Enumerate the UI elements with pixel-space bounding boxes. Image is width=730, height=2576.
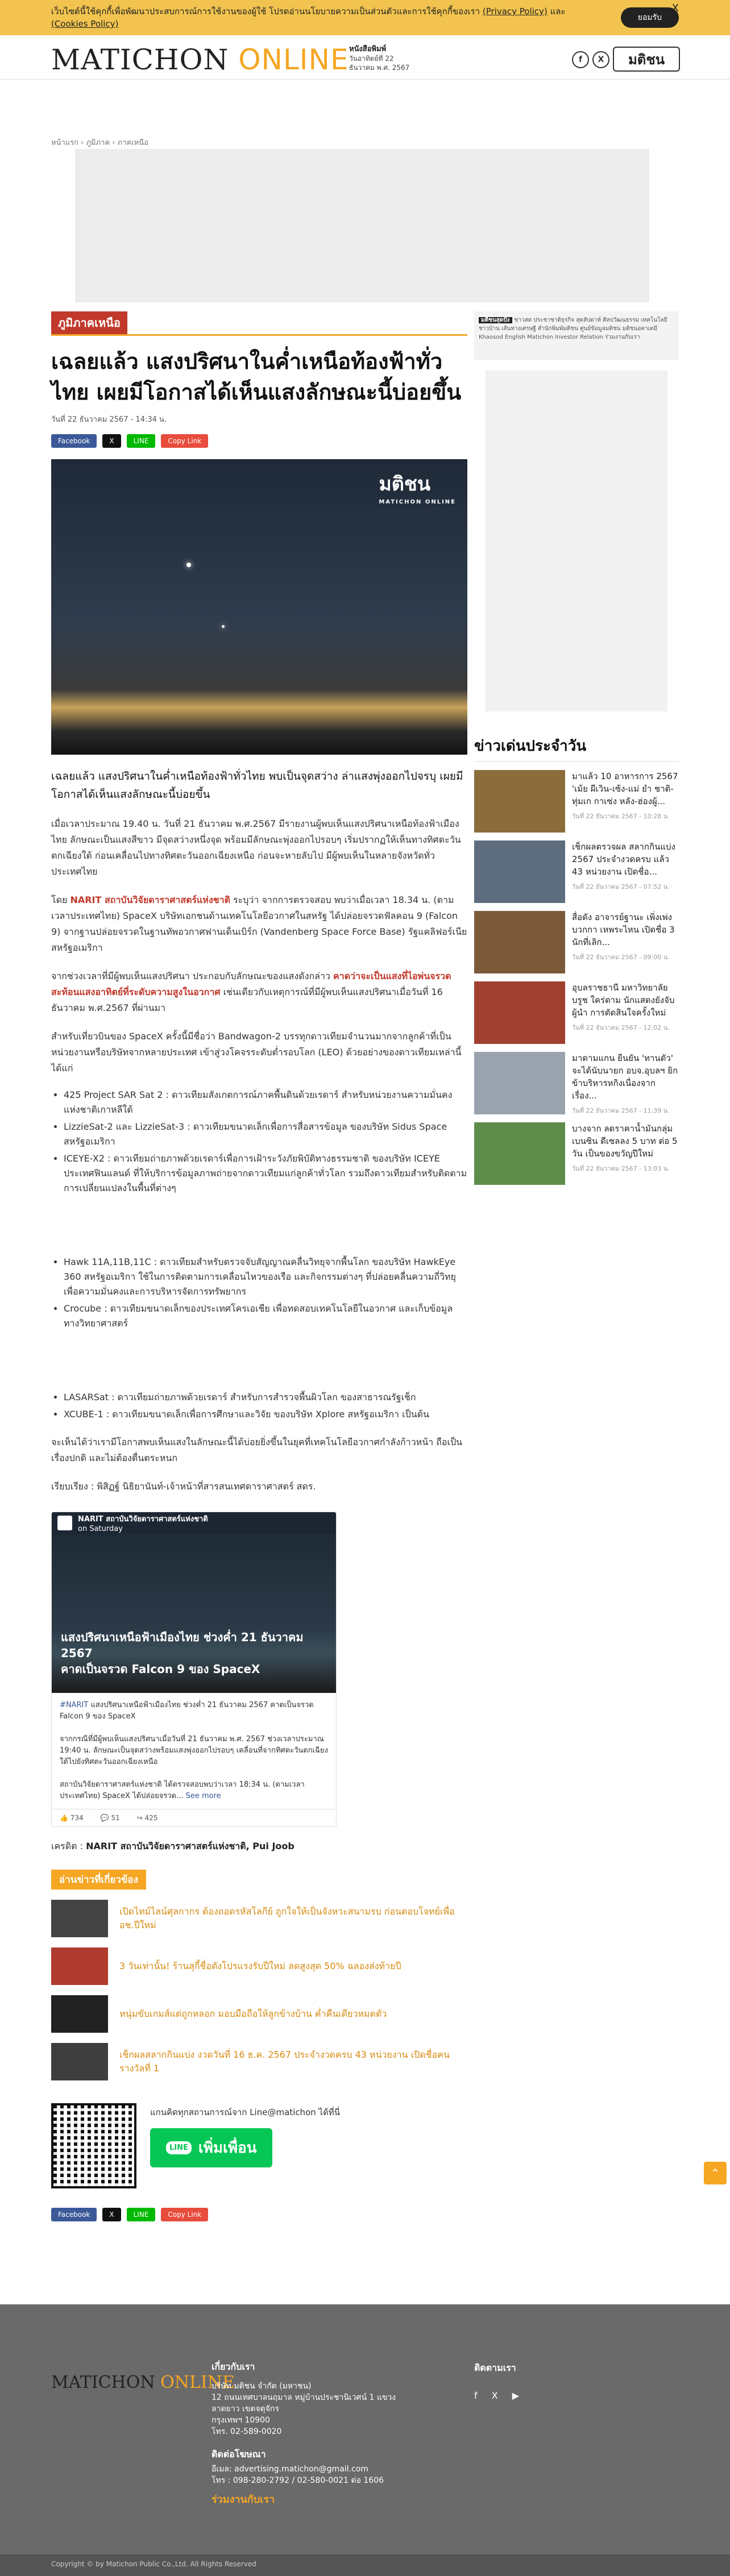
footer-address-2: กรุงเทพฯ 10900 [211,2416,270,2425]
paragraph-3 [51,968,467,1016]
news-thumbnail[interactable] [474,911,565,973]
footer-company: บริษัท มติชน จำกัด (มหาชน) [211,2382,312,2391]
share-bar [51,434,467,448]
fb-likes-count: 734 [70,1814,84,1822]
p2-text-b: ระบุว่า จากการตรวจสอบ พบว่าเมื่อเวลา 18.34 น. (ตามเวลาประเทศไทย) SpaceX บริษัทเอกชนด้านเทคโนโลยีอวกาศในสหรัฐ ได้ปล่อยจรวดฟัลคอน 9 (Falcon 9) จากฐานปล่อยจรวดในฐานทัพอวกาศฟานเด็นเบิร์ก (Vandenberg Space Force Base) รัฐแคลิฟอร์เนีย สหรัฐอเมริกา [51,894,467,953]
p3-text-b: เช่นเดียวกับเหตุการณ์ที่มีผู้พบเห็นแสงปริศนาเมื่อวันที่ 16 ธันวาคม พ.ศ.2567 ที่ผ่านมา [51,987,443,1013]
footer-about [211,2361,399,2506]
p3-text-a: จากช่วงเวลาที่มีผู้พบเห็นแสงปริศนา ประกอบกับลักษณะของแสงดังกล่าว [51,971,333,981]
credit-line [51,1840,467,1854]
news-time: วันที่ 22 ธันวาคม 2567 - 12:02 น. [572,1024,670,1031]
article-title: เฉลยแล้ว แสงปริศนาในค่ำเหนือท้องฟ้าทั่วไทย เผยมีโอกาสได้เห็นแสงลักษณะนี้บ่อยขึ้น [51,348,462,405]
breadcrumb[interactable]: หน้าแรก › ภูมิภาค › ภาคเหนือ [51,139,148,147]
news-title[interactable]: มาดามแกน ยืนยัน 'ทานตัว' จะได้นับนายก อบจ.อุบลฯ ยิกข้าบริหารหกิงเนื่องจากเรื่อง... [572,1053,678,1101]
fb-post-time: on Saturday [78,1525,123,1533]
fb-body-3: สถาบันวิจัยดาราศาสตร์แห่งชาติ ได้ตรวจสอบพบว่าเวลา 18:34 น. (ตามเวลาประเทศไทย) SpaceX ได้ปล่อยจรวด... [60,1780,305,1800]
sidebar-news-item[interactable] [474,1052,679,1114]
paragraph-1: เมื่อเวลาประมาณ 19.40 น. วันที่ 21 ธันวาคม พ.ศ.2567 มีรายงานผู้พบเห็นแสงปริศนาเหนือท้องฟ้าเมืองไทย ลักษณะเป็นแสงสีขาว มีจุดสว่างหนึ่งจุด พร้อมมีลักษณะพุ่งออกไปรอบๆ เริ่มปรากฏให้เห็นทางทิศตะวันตกเฉียงใต้ ก่อนเคลื่อนไปทางทิศตะวันออกเฉียงเหนือ ก่อนจะหายลับไป มีผู้พบเห็นในหลายจังหวัดทั่วประเทศไทย [51,818,461,877]
sidebar-ad-placeholder [486,371,667,711]
top-ad-placeholder [75,149,649,302]
fb-embed-stats [52,1809,336,1826]
fb-embed-header [52,1512,336,1534]
related-item[interactable] [51,2043,467,2080]
cookie-message: เว็บไซต์นี้ใช้คุกกี้เพื่อพัฒนาประสบการณ์การใช้งานของผู้ใช้ โปรดอ่านนโยบายความเป็นส่วนตัวและการใช้คุกกี้ของเรา [51,6,480,16]
date-title: หนังสือพิมพ์ [349,45,387,53]
line-follow-text: แกนคิดทุกสถานการณ์จาก Line@matichon ได้ที่นี่ [150,2107,340,2117]
spacer [51,1333,467,1379]
footer-email[interactable]: อีเมล: advertising.matichon@gmail.com [211,2465,368,2474]
date-line-1: วันอาทิตย์ที่ 22 [349,55,394,63]
highlight-link[interactable]: คาดว่าจะเป็นแสงที่ไอพ่นจรวดสะท้อนแสงอาทิตย์ที่ระดับความสูงในอวกาศ [51,971,451,997]
paragraph-2 [51,892,467,956]
social-icons[interactable]: f X ▶ [474,2390,525,2401]
line-button-label: เพิ่มเพื่อน [198,2140,257,2157]
credit-label: เครดิต : [51,1841,86,1851]
category-underline [51,334,467,336]
share-facebook-button[interactable]: Facebook [51,434,97,448]
related-thumbnail[interactable] [51,2043,108,2080]
footer-logo[interactable] [51,2373,235,2392]
fb-shares-count: 425 [144,1814,158,1822]
satellite-list-1 [51,1088,467,1196]
facebook-icon[interactable]: f [572,51,589,68]
related-title[interactable]: หนุ่มขับเกมส์แต่ถูกหลอก มอบมือถือให้ลูกข้างบ้าน ค่ำคืนเดียวหมดตัว [119,2008,387,2019]
line-add-friend-button[interactable] [150,2128,272,2167]
fb-embed-image[interactable] [52,1534,336,1693]
fb-comments-count: 51 [111,1814,120,1822]
hero-image [51,459,467,755]
fb-comments[interactable]: 💬 51 [100,1814,120,1822]
sidebar-news-item[interactable] [474,770,679,833]
article-lead: เฉลยแล้ว แสงปริศนาในค่ำเหนือท้องฟ้าทั่วไทย พบเป็นจุดสว่าง ล่าแสงพุ่งออกไปจรบุ เผยมีโอกาสได้เห็นแสงลักษณะนี้บ่อยขึ้น [51,770,463,801]
fb-embed-body [52,1693,336,1809]
back-to-top-button[interactable] [704,2162,727,2184]
footer-ad-heading: ติดต่อโฆษณา [211,2449,266,2460]
satellite-list-2 [51,1255,467,1331]
sky-light-dot [222,625,225,628]
news-time: วันที่ 22 ธันวาคม 2567 - 13:03 น. [572,1165,670,1172]
header-date [349,44,409,72]
sidebar [474,311,679,1185]
related-news-heading: อ่านข่าวที่เกี่ยวข้อง [51,1870,146,1890]
list-item: • Crocube : ดาวเทียมขนาดเล็กของประเทศโครเอเชีย เพื่อทดสอบเทคโนโลยีในอวกาศ และเก็บข้อมูลทางวิทยาศาสตร์ [64,1301,467,1331]
sidebar-heading: ข่าวเด่นประจำวัน [474,734,679,762]
narit-link[interactable]: NARIT สถาบันวิจัยดาราศาสตร์แห่งชาติ [70,894,230,905]
share-line-button[interactable]: LINE [127,2208,156,2221]
footer-follow-heading: ติดตามเรา [474,2362,516,2373]
fb-shares[interactable]: ↪ 425 [136,1814,158,1822]
copyright-bar: Copyright © by Matichon Public Co.,Ltd. All Rights Reserved [0,2554,730,2576]
chevron-up-icon: ⌃ [710,2166,720,2180]
logo-text-online: ONLINE [238,43,349,76]
sidebar-news-item[interactable] [474,840,679,903]
sidebar-news-item[interactable] [474,981,679,1044]
copy-link-button[interactable]: Copy Link [161,2208,208,2221]
share-x-button[interactable]: X [102,434,121,448]
fb-see-more-link[interactable]: See more [185,1792,221,1800]
share-bar-bottom [51,2208,467,2221]
fb-hashtag[interactable]: #NARIT [60,1701,89,1709]
paragraph-6: เรียบเรียง : พิสิฏฐ์ นิธิยานันท์-เจ้าหน้าที่สารสนเทศดาราศาสตร์ สดร. [51,1481,316,1492]
credit-value: NARIT สถาบันวิจัยดาราศาสตร์แห่งชาติ, Pui Joob [86,1841,295,1851]
news-text [572,840,679,903]
news-text [572,1052,679,1114]
footer-logo-online: ONLINE [160,2373,235,2392]
cookie-accept-button[interactable]: ยอมรับ [621,7,679,28]
news-thumbnail[interactable] [474,1052,565,1114]
facebook-embed[interactable] [51,1512,337,1827]
news-title[interactable]: บางจาก ลดราคาน้ำมันกลุ่มเบนซิน ดีเซลลง 5 บาท ต่อ 5 วัน เป็นของขวัญปีใหม่ [572,1123,678,1159]
article-date: วันที่ 22 ธันวาคม 2567 - 14:34 น. [51,415,167,424]
p2-text-a: โดย [51,894,70,905]
list-item: • ICEYE-X2 : ดาวเทียมถ่ายภาพด้วยเรดาร์เพื่อการเฝ้าระวังภัยพิบัติทางธรรมชาติ ของบริษัท ICEYE ประเทศฟินแลนด์ ที่ให้บริการข้อมูลภาพถ่ายจากดาวเทียมแก่ลูกค้าทั่วโลก รวมถึงดาวเทียมสำหรับติดตามการเปลี่ยนแปลงในพื้นที่ต่างๆ [64,1151,467,1196]
footer-join-link[interactable]: ร่วมงานกับเรา [211,2494,275,2506]
share-x-button[interactable]: X [102,2208,121,2221]
footer-phone: โทร. 02-589-0020 [211,2427,282,2436]
fb-overlay-line-1: แสงปริศนาเหนือฟ้าเมืองไทย ช่วงค่ำ 21 ธันวาคม 2567 [61,1630,304,1660]
footer-about-heading: เกี่ยวกับเรา [211,2361,255,2372]
satellite-list-3 [51,1390,467,1422]
share-line-button[interactable]: LINE [127,434,156,448]
related-title[interactable]: 3 วันเท่านั้น! ร้านสุกี้ชื่อดังโปรแรงรับปีใหม่ ลดสูงสุด 50% ฉลองส่งท้ายปี [119,1961,401,1971]
hero-watermark [379,468,456,505]
avatar [57,1516,72,1530]
news-text [572,981,679,1044]
footer-ad-phone: โทร : 098-280-2792 / 02-580-0021 ต่อ 1606 [211,2476,384,2485]
footer-follow [474,2361,525,2401]
site-logo[interactable] [51,43,349,76]
promo-links[interactable]: ข่าวสด ประชาชาติธุรกิจ สุดสัปดาห์ ศิลปวัฒนธรรม เทคโนโลยีชาวบ้าน เส้นทางเศรษฐี สำนักพิมพ์มติชน ศูนย์ข้อมูลมติชน มติชนอคาเดมี Khaosod English Matichon Investor Relation ร่วมงานกับเรา [479,317,667,340]
fb-overlay-line-2: คาดเป็นจรวด Falcon 9 ของ SpaceX [61,1662,260,1676]
news-text [572,1122,679,1185]
fb-page-info [78,1513,208,1533]
list-item: • LizzieSat-2 และ LizzieSat-3 : ดาวเทียมขนาดเล็กเพื่อการสื่อสารข้อมูล ของบริษัท Sidus Space สหรัฐอเมริกา [64,1120,467,1149]
news-time: วันที่ 22 ธันวาคม 2567 - 09:00 น. [572,954,670,961]
sidebar-promo [474,311,679,360]
list-item: • 425 Project SAR Sat 2 : ดาวเทียมสังเกตการณ์ภาคพื้นดินด้วยเรดาร์ สำหรับหน่วยงานความมั่นคงแห่งชาติเกาหลีใต้ [64,1088,467,1117]
date-line-2: ธันวาคม พ.ศ. 2567 [349,64,410,72]
news-title[interactable]: สื่อดัง อาจารย์ฐานะ เพิ่งเพ่ง บวกกา เหพระไหน เปิดชื่อ 3 นักที่เลิก... [572,912,675,947]
news-time: วันที่ 22 ธันวาคม 2567 - 11:39 น. [572,1107,670,1114]
fb-likes[interactable]: 👍 734 [60,1814,84,1822]
list-item: • Hawk 11A,11B,11C : ดาวเทียมสำหรับตรวจจับสัญญาณคลื่นวิทยุจากพื้นโลก ของบริษัท HawkEye 360 สหรัฐอเมริกา ใช้ในการติดตามการเคลื่อนไหวของเรือ และกิจกรรมต่างๆ ที่ปล่อยคลื่นความถี่วิทยุ เพื่อความมั่นคงและการบริหารจัดการทรัพยากร [64,1255,467,1299]
privacy-policy-link[interactable]: (Privacy Policy) [482,6,548,16]
qr-code-icon [51,2103,136,2188]
list-item: • LASARSat : ดาวเทียมถ่ายภาพด้วยเรดาร์ สำหรับการสำรวจพื้นผิวโลก ของสาธารณรัฐเช็ก [64,1390,467,1405]
news-time: วันที่ 22 ธันวาคม 2567 - 10:28 น. [572,813,670,820]
news-text [572,911,679,973]
list-item: • XCUBE-1 : ดาวเทียมขนาดเล็กเพื่อการศึกษาและวิจัย ของบริษัท Xplore สหรัฐอเมริกา เป็นต้น [64,1407,467,1422]
cookie-banner [0,0,730,35]
fb-body-2: จากกรณีที่มีผู้พบเห็นแสงปริศนาเมื่อวันที่ 21 ธันวาคม พ.ศ. 2567 ช่วงเวลาประมาณ 19:40 น. ลักษณะเป็นจุดสว่างพร้อมแสงพุ่งออกไปรอบๆ เคลื่อนที่จากทิศตะวันตกเฉียงใต้ไปยังทิศตะวันออกเฉียงเหนือ [60,1735,328,1766]
sidebar-news-item[interactable] [474,911,679,973]
news-thumbnail[interactable] [474,840,565,903]
x-icon[interactable]: X [592,51,609,68]
cookie-text: เว็บไซต์นี้ใช้คุกกี้เพื่อพัฒนาประสบการณ์การใช้งานของผู้ใช้ โปรดอ่านนโยบายความเป็นส่วนตัวและการใช้คุกกี้ของเรา (Privacy Policy) และ (Cookies Policy) [51,6,566,29]
news-thumbnail[interactable] [474,981,565,1044]
paragraph-5: จะเห็นได้ว่าเรามีโอกาสพบเห็นแสงในลักษณะนี้ได้บ่อยยิ่งขึ้นในยุคที่เทคโนโลยีอวกาศกำลังก้าวหน้า ถือเป็นเรื่องปกติ และไม่ต้องตื่นตระหนก [51,1437,463,1463]
matichon-brand-button[interactable]: มติชน [613,47,680,72]
spacer [51,1198,467,1243]
related-thumbnail[interactable] [51,1900,108,1937]
watermark-text: มติชน [379,473,431,496]
news-thumbnail[interactable] [474,1122,565,1185]
line-follow-section [51,2103,467,2188]
logo-text-matichon: MATICHON [51,43,229,76]
related-thumbnail[interactable] [51,1995,108,2033]
paragraph-4: สำหรับเที่ยวบินของ SpaceX ครั้งนี้มีชื่อว่า Bandwagon-2 บรรทุกดาวเทียมจำนวนมากจากลูกค้าที่เป็นหน่วยงานหรือบริษัทจากหลายประเทศ เข้าสู่วงโคจรระดับต่ำรอบโลก (LEO) ด้วยอย่างของดาวเทียมเหล่านี้ ได้แก่ [51,1031,462,1073]
related-item[interactable] [51,1900,467,1937]
news-title[interactable]: เช็กผลตรวจผล สลากกินแบ่ง 2567 ประจำงวดครบ แล้ว 43 หน่วยงาน เปิดชื่อ... [572,842,675,877]
related-title[interactable]: เช็กผลสลากกินแบ่ง งวดวันที่ 16 ธ.ค. 2567 ประจำงวดครบ 43 หน่วยงาน เปิดชื่อคนรางวัลที่ 1 [119,2049,450,2074]
sky-light-dot [186,563,191,567]
news-title[interactable]: มาแล้ว 10 อาหารการ 2567 'เม้ย ผีเวิน-เซ้ง-แม่ ยำ ชาติ-ทุ่มเก กาเซ่ง หลัง-ฮ่องผู้... [572,771,678,806]
line-logo-icon: LINE [166,2141,192,2154]
line-follow-text-block [150,2103,340,2167]
fb-body-1: แสงปริศนาเหนือฟ้าเมืองไทย ช่วงค่ำ 21 ธันวาคม 2567 คาดเป็นจรวด Falcon 9 ของ SpaceX [60,1701,314,1721]
fb-image-overlay [61,1629,336,1677]
related-thumbnail[interactable] [51,1947,108,1985]
watermark-sub: MATICHON ONLINE [379,499,456,505]
share-facebook-button[interactable]: Facebook [51,2208,97,2221]
sidebar-news-item[interactable] [474,1122,679,1185]
article-column [51,311,467,2221]
footer-address-1: 12 ถนนเทศบาลนฤมาล หมู่บ้านประชานิเวศน์ 1 แขวงลาดยาว เขตจตุจักร [211,2393,396,2413]
footer-logo-matichon: MATICHON [51,2373,155,2392]
close-icon[interactable]: X [671,2,679,14]
site-header [0,35,730,80]
news-text [572,770,679,833]
news-thumbnail[interactable] [474,770,565,833]
category-badge[interactable]: ภูมิภาคเหนือ [51,311,127,334]
news-title[interactable]: อุบลราชธานี มหาวิทยาลัย บรูช ใคร่ตาม นักแสดงยังจับ ผู้นำ การตัดสินใจครั้งใหม่ [572,983,675,1018]
news-time: วันที่ 22 ธันวาคม 2567 - 07:52 น. [572,883,670,890]
cookies-policy-link[interactable]: (Cookies Policy) [51,19,119,29]
related-title[interactable]: เปิดไทม์ไลน์ศุลกากร ต้องถอดรหัสโลกีย์ ถูกใจให้เป็นจังหวะสนามรบ ก่อนตอบโจทย์เพื่อ อช.ปีใหม่ [119,1906,455,1930]
site-footer [0,2304,730,2554]
related-item[interactable] [51,1947,467,1985]
fb-page-name[interactable]: NARIT สถาบันวิจัยดาราศาสตร์แห่งชาติ [78,1515,208,1524]
copy-link-button[interactable]: Copy Link [161,434,208,448]
promo-tag: มติชนสุดปัง [479,317,512,323]
related-item[interactable] [51,1995,467,2033]
